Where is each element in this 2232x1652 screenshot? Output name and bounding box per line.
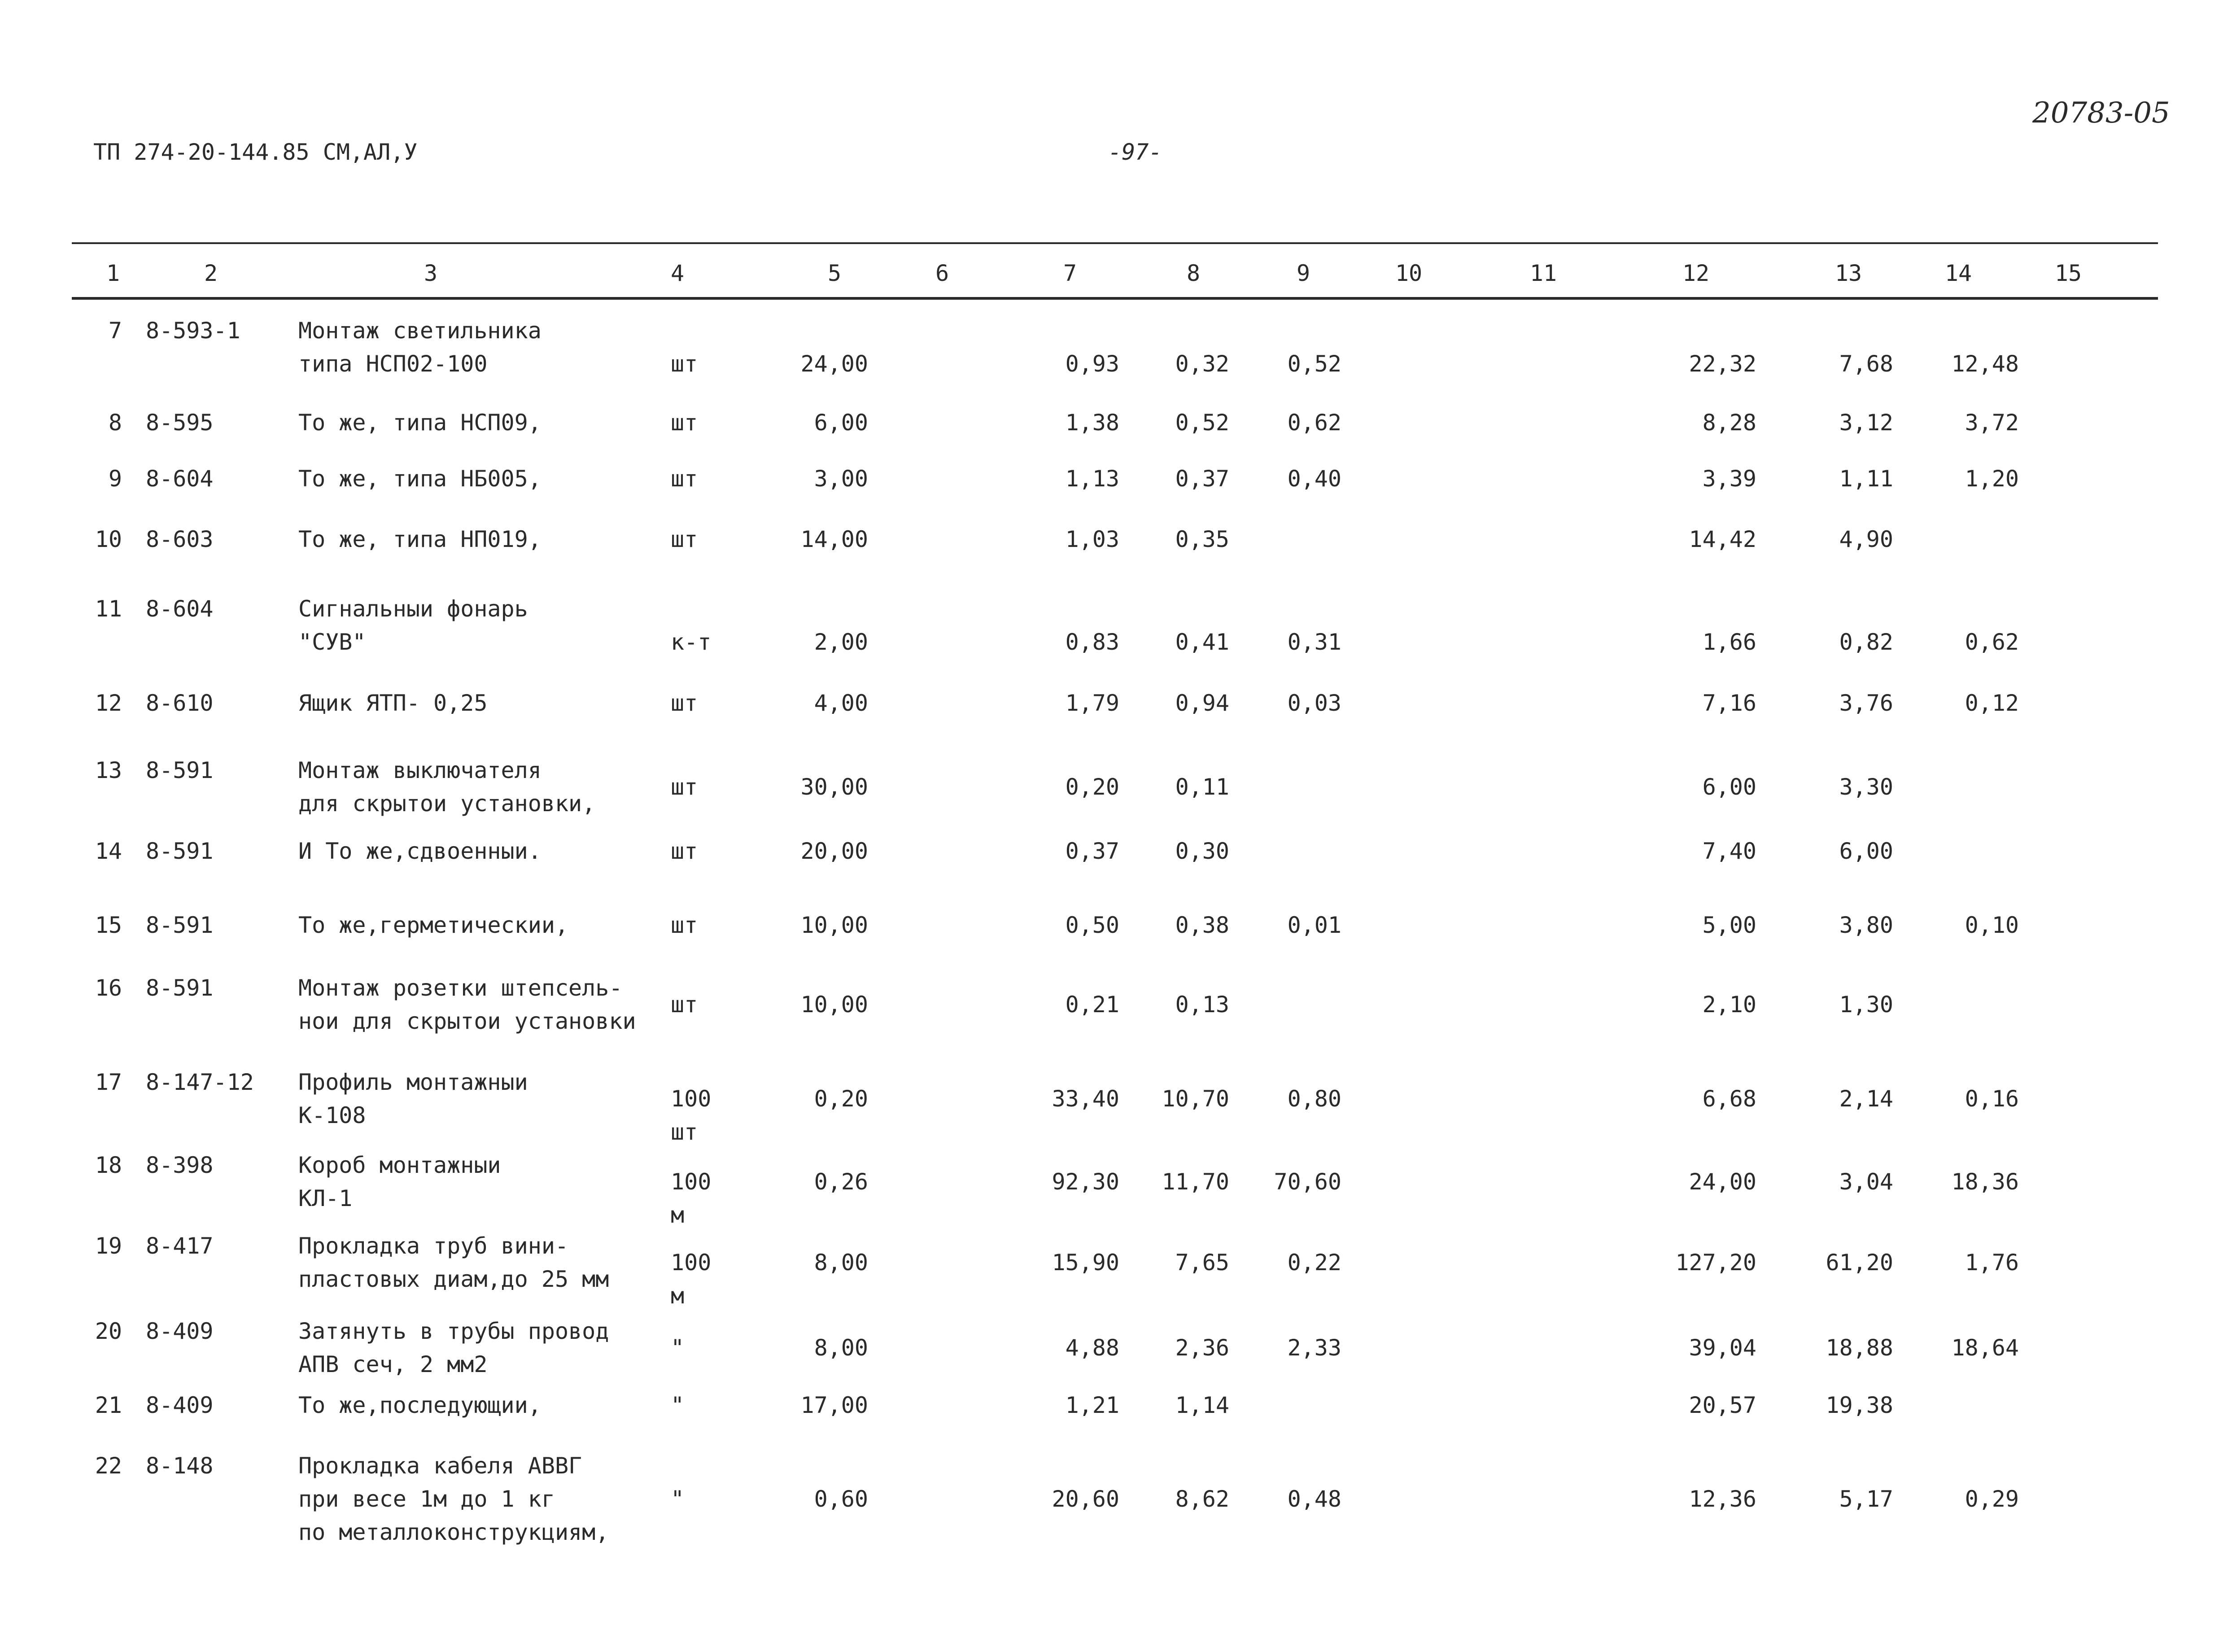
unit-of-measure: к-т	[671, 629, 712, 655]
rate-code: 8-398	[146, 1152, 214, 1178]
unit-of-measure: "	[671, 1486, 685, 1512]
column-header-14: 14	[1944, 260, 1972, 286]
value-c5: 8,00	[814, 1250, 868, 1276]
value-c7: 0,21	[1065, 992, 1119, 1018]
value-c14: 0,16	[1965, 1086, 2019, 1112]
value-c8: 0,32	[1175, 351, 1229, 377]
value-c9: 0,31	[1287, 629, 1341, 655]
value-c5: 24,00	[800, 351, 868, 377]
unit-of-measure: 100	[671, 1169, 712, 1195]
unit-of-measure: "	[671, 1392, 685, 1418]
column-header-10: 10	[1395, 260, 1423, 286]
column-header-15: 15	[2054, 260, 2082, 286]
value-c14: 1,76	[1965, 1250, 2019, 1276]
value-c9: 0,80	[1287, 1086, 1341, 1112]
value-c5: 20,00	[800, 838, 868, 864]
column-header-12: 12	[1682, 260, 1710, 286]
work-description: по металлоконструкциям,	[298, 1519, 609, 1545]
value-c12: 14,42	[1689, 526, 1756, 552]
value-c12: 7,40	[1702, 838, 1756, 864]
document-code: ТП 274-20-144.85 СМ,АЛ,У	[93, 139, 418, 165]
value-c12: 12,36	[1689, 1486, 1756, 1512]
header-rule	[72, 297, 2158, 300]
page-number: -97-	[1108, 139, 1162, 165]
value-c7: 20,60	[1052, 1486, 1119, 1512]
row-number: 15	[95, 912, 122, 938]
value-c13: 2,14	[1839, 1086, 1893, 1112]
value-c8: 10,70	[1162, 1086, 1229, 1112]
value-c8: 8,62	[1175, 1486, 1229, 1512]
value-c8: 0,52	[1175, 410, 1229, 436]
unit-of-measure: шт	[671, 838, 698, 864]
value-c12: 8,28	[1702, 410, 1756, 436]
value-c7: 33,40	[1052, 1086, 1119, 1112]
value-c12: 1,66	[1702, 629, 1756, 655]
value-c8: 2,36	[1175, 1335, 1229, 1361]
value-c7: 1,38	[1065, 410, 1119, 436]
work-description: нои для скрытои установки	[298, 1008, 636, 1034]
value-c8: 0,41	[1175, 629, 1229, 655]
unit-of-measure: шт	[671, 466, 698, 492]
value-c14: 0,12	[1965, 690, 2019, 716]
rate-code: 8-409	[146, 1392, 214, 1418]
work-description: То же, типа НБ005,	[298, 466, 542, 492]
value-c12: 7,16	[1702, 690, 1756, 716]
work-description: "СУВ"	[298, 629, 366, 655]
unit-of-measure: шт	[671, 992, 698, 1018]
value-c13: 1,30	[1839, 992, 1893, 1018]
unit-of-measure: шт	[671, 690, 698, 716]
value-c9: 2,33	[1287, 1335, 1341, 1361]
unit-of-measure: м	[671, 1283, 685, 1309]
value-c13: 3,80	[1839, 912, 1893, 938]
value-c7: 1,21	[1065, 1392, 1119, 1418]
rate-code: 8-417	[146, 1233, 214, 1259]
work-description: пластовых диам,до 25 мм	[298, 1266, 609, 1292]
rate-code: 8-591	[146, 912, 214, 938]
value-c5: 30,00	[800, 774, 868, 800]
value-c13: 3,04	[1839, 1169, 1893, 1195]
work-description: Монтаж выключателя	[298, 757, 542, 783]
value-c13: 1,11	[1839, 466, 1893, 492]
value-c14: 12,48	[1951, 351, 2019, 377]
column-header-1: 1	[106, 260, 120, 286]
value-c5: 6,00	[814, 410, 868, 436]
rate-code: 8-409	[146, 1318, 214, 1344]
value-c8: 1,14	[1175, 1392, 1229, 1418]
row-number: 17	[95, 1069, 122, 1095]
value-c8: 0,11	[1175, 774, 1229, 800]
value-c14: 18,36	[1951, 1169, 2019, 1195]
work-description: То же,герметическии,	[298, 912, 569, 938]
value-c8: 11,70	[1162, 1169, 1229, 1195]
value-c13: 3,76	[1839, 690, 1893, 716]
value-c13: 61,20	[1826, 1250, 1893, 1276]
value-c5: 2,00	[814, 629, 868, 655]
work-description: Сигнальныи фонарь	[298, 596, 528, 622]
value-c14: 0,29	[1965, 1486, 2019, 1512]
work-description: К-108	[298, 1102, 366, 1128]
unit-of-measure: 100	[671, 1086, 712, 1112]
value-c13: 18,88	[1826, 1335, 1893, 1361]
value-c13: 4,90	[1839, 526, 1893, 552]
value-c5: 14,00	[800, 526, 868, 552]
column-header-7: 7	[1063, 260, 1077, 286]
work-description: Монтаж светильника	[298, 318, 542, 344]
column-header-2: 2	[204, 260, 218, 286]
work-description: Короб монтажныи	[298, 1152, 501, 1178]
work-description: Затянуть в трубы провод	[298, 1318, 609, 1344]
value-c7: 15,90	[1052, 1250, 1119, 1276]
value-c9: 0,03	[1287, 690, 1341, 716]
value-c8: 0,94	[1175, 690, 1229, 716]
rate-code: 8-148	[146, 1453, 214, 1479]
rate-code: 8-603	[146, 526, 214, 552]
work-description: То же, типа НП019,	[298, 526, 542, 552]
value-c13: 5,17	[1839, 1486, 1893, 1512]
value-c12: 20,57	[1689, 1392, 1756, 1418]
value-c7: 0,37	[1065, 838, 1119, 864]
row-number: 16	[95, 975, 122, 1001]
value-c7: 0,93	[1065, 351, 1119, 377]
unit-of-measure: шт	[671, 912, 698, 938]
row-number: 7	[108, 318, 122, 344]
unit-of-measure: шт	[671, 351, 698, 377]
value-c9: 0,62	[1287, 410, 1341, 436]
value-c7: 1,79	[1065, 690, 1119, 716]
row-number: 10	[95, 526, 122, 552]
value-c8: 0,30	[1175, 838, 1229, 864]
row-number: 19	[95, 1233, 122, 1259]
unit-of-measure: 100	[671, 1250, 712, 1276]
unit-of-measure: м	[671, 1202, 685, 1228]
rate-code: 8-593-1	[146, 318, 240, 344]
work-description: То же,последующии,	[298, 1392, 542, 1418]
row-number: 11	[95, 596, 122, 622]
work-description: Профиль монтажныи	[298, 1069, 528, 1095]
column-header-6: 6	[935, 260, 949, 286]
value-c7: 92,30	[1052, 1169, 1119, 1195]
work-description: Ящик ЯТП- 0,25	[298, 690, 488, 716]
row-number: 22	[95, 1453, 122, 1479]
value-c5: 0,26	[814, 1169, 868, 1195]
value-c8: 0,38	[1175, 912, 1229, 938]
unit-of-measure: шт	[671, 526, 698, 552]
row-number: 18	[95, 1152, 122, 1178]
column-header-8: 8	[1186, 260, 1201, 286]
value-c13: 0,82	[1839, 629, 1893, 655]
row-number: 21	[95, 1392, 122, 1418]
rate-code: 8-604	[146, 596, 214, 622]
top-rule	[72, 242, 2158, 244]
rate-code: 8-591	[146, 757, 214, 783]
work-description: при весе 1м до 1 кг	[298, 1486, 555, 1512]
rate-code: 8-147-12	[146, 1069, 254, 1095]
value-c9: 70,60	[1274, 1169, 1341, 1195]
value-c13: 3,30	[1839, 774, 1893, 800]
value-c14: 18,64	[1951, 1335, 2019, 1361]
value-c13: 19,38	[1826, 1392, 1893, 1418]
value-c5: 8,00	[814, 1335, 868, 1361]
value-c13: 6,00	[1839, 838, 1893, 864]
row-number: 12	[95, 690, 122, 716]
value-c5: 0,20	[814, 1086, 868, 1112]
work-description: АПВ сеч, 2 мм2	[298, 1351, 488, 1377]
row-number: 14	[95, 838, 122, 864]
value-c14: 1,20	[1965, 466, 2019, 492]
value-c12: 5,00	[1702, 912, 1756, 938]
value-c14: 3,72	[1965, 410, 2019, 436]
value-c5: 10,00	[800, 912, 868, 938]
rate-code: 8-591	[146, 975, 214, 1001]
work-description: для скрытои установки,	[298, 791, 596, 817]
column-header-5: 5	[827, 260, 842, 286]
rate-code: 8-604	[146, 466, 214, 492]
value-c9: 0,48	[1287, 1486, 1341, 1512]
value-c8: 7,65	[1175, 1250, 1229, 1276]
value-c12: 39,04	[1689, 1335, 1756, 1361]
column-header-3: 3	[424, 260, 438, 286]
value-c8: 0,37	[1175, 466, 1229, 492]
value-c12: 3,39	[1702, 466, 1756, 492]
value-c7: 4,88	[1065, 1335, 1119, 1361]
value-c12: 2,10	[1702, 992, 1756, 1018]
value-c5: 4,00	[814, 690, 868, 716]
column-header-9: 9	[1296, 260, 1310, 286]
archive-stamp: 20783-05	[2032, 96, 2170, 130]
value-c5: 3,00	[814, 466, 868, 492]
value-c13: 3,12	[1839, 410, 1893, 436]
rate-code: 8-595	[146, 410, 214, 436]
value-c7: 1,03	[1065, 526, 1119, 552]
column-header-11: 11	[1529, 260, 1557, 286]
rate-code: 8-591	[146, 838, 214, 864]
value-c9: 0,40	[1287, 466, 1341, 492]
value-c12: 6,00	[1702, 774, 1756, 800]
row-number: 8	[108, 410, 122, 436]
value-c7: 0,50	[1065, 912, 1119, 938]
work-description: И То же,сдвоенныи.	[298, 838, 542, 864]
value-c7: 0,20	[1065, 774, 1119, 800]
row-number: 9	[108, 466, 122, 492]
value-c14: 0,10	[1965, 912, 2019, 938]
value-c5: 10,00	[800, 992, 868, 1018]
unit-of-measure: шт	[671, 1119, 698, 1145]
value-c12: 6,68	[1702, 1086, 1756, 1112]
work-description: То же, типа НСП09,	[298, 410, 542, 436]
work-description: КЛ-1	[298, 1185, 353, 1211]
value-c12: 22,32	[1689, 351, 1756, 377]
work-description: Прокладка труб вини-	[298, 1233, 569, 1259]
work-description: типа НСП02-100	[298, 351, 488, 377]
value-c12: 24,00	[1689, 1169, 1756, 1195]
value-c5: 17,00	[800, 1392, 868, 1418]
value-c7: 0,83	[1065, 629, 1119, 655]
column-header-4: 4	[670, 260, 685, 286]
value-c7: 1,13	[1065, 466, 1119, 492]
value-c14: 0,62	[1965, 629, 2019, 655]
unit-of-measure: шт	[671, 410, 698, 436]
value-c13: 7,68	[1839, 351, 1893, 377]
work-description: Монтаж розетки штепсель-	[298, 975, 623, 1001]
rate-code: 8-610	[146, 690, 214, 716]
value-c5: 0,60	[814, 1486, 868, 1512]
value-c9: 0,52	[1287, 351, 1341, 377]
row-number: 13	[95, 757, 122, 783]
unit-of-measure: шт	[671, 774, 698, 800]
value-c9: 0,22	[1287, 1250, 1341, 1276]
value-c8: 0,13	[1175, 992, 1229, 1018]
column-header-13: 13	[1835, 260, 1862, 286]
row-number: 20	[95, 1318, 122, 1344]
value-c8: 0,35	[1175, 526, 1229, 552]
unit-of-measure: "	[671, 1335, 685, 1361]
value-c9: 0,01	[1287, 912, 1341, 938]
value-c12: 127,20	[1675, 1250, 1756, 1276]
work-description: Прокладка кабеля АВВГ	[298, 1453, 582, 1479]
